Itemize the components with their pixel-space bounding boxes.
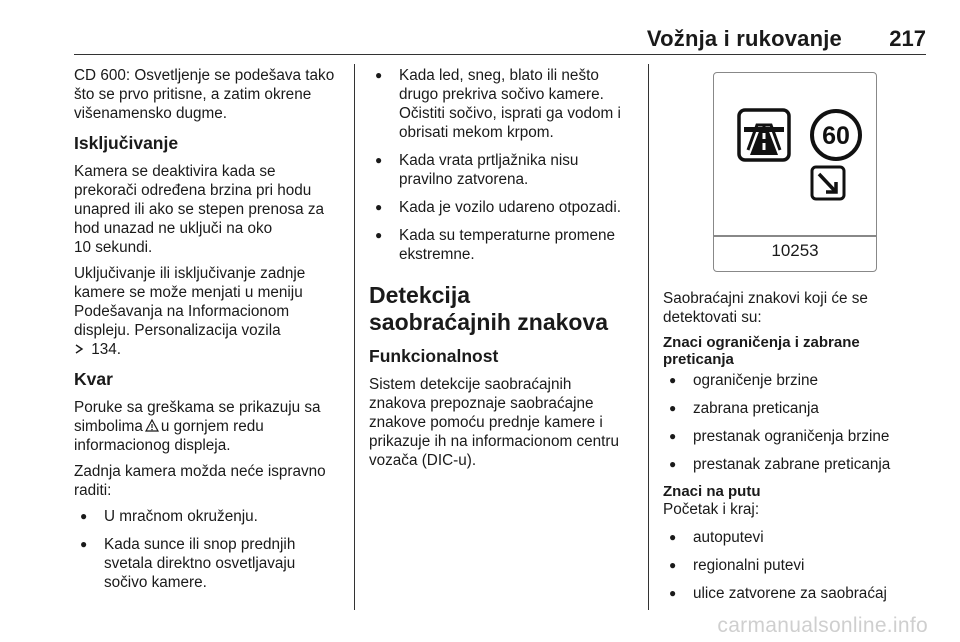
road-list [663, 528, 928, 603]
heading-kvar: Kvar [74, 369, 113, 389]
heading-iskljucivanje: Isključivanje [74, 133, 179, 153]
column-divider-2 [648, 64, 649, 610]
paragraph-pocetak: Početak i kraj: [663, 501, 760, 518]
paragraph-ukljucivanje [74, 264, 344, 359]
intro-paragraph [74, 66, 344, 123]
figure-separator [714, 235, 876, 237]
figure-code: 10253 [771, 241, 819, 260]
list-item: ● ulice zatvorene za saobraćaj [663, 584, 928, 603]
page-reference: 134. [91, 341, 122, 358]
warning-triangle-icon [145, 419, 159, 432]
list-item: ● Kada su temperaturne promene ekstremne. [369, 226, 637, 264]
ukljucivanje-text: Uključivanje ili isključivanje zadnje kamere se može menjati u meniju Podešavanja na Informacionom displeju. Personalizacija vozila [74, 265, 306, 339]
malfunction-list [74, 507, 344, 592]
running-title: Vožnja i rukovanje [646, 26, 842, 51]
restriction-list [663, 371, 928, 474]
arrow-sign-icon [812, 167, 844, 199]
header-rule [74, 54, 926, 55]
paragraph-sistem: Sistem detekcije saobraćajnih znakova prepoznaje saobraćajne znakove pomoću prednje kamere i prikazuje ih na informacionom centru vozača (DIC-u). [369, 376, 619, 469]
list-item: ● prestanak ograničenja brzine [663, 427, 928, 446]
paragraph-detected-signs: Saobraćajni znakovi koji će se detektovati su: [663, 290, 868, 326]
column-divider-1 [354, 64, 355, 610]
poruke-text-b: u gornjem redu informacionog displeja. [74, 418, 264, 454]
list-item: ● Kada sunce ili snop prednjih svetala direktno osvetljavaju sočivo kamere. [74, 535, 344, 592]
intro-label: CD 600 [74, 67, 126, 84]
list-item: ● autoputevi [663, 528, 928, 547]
column-2 [369, 66, 637, 477]
watermark: carmanualsonline.info [717, 614, 928, 637]
intro-text: : Osvetljenje se podešava tako što se prvo pritisne, a zatim okrene višenamensko dugme. [74, 67, 335, 122]
heading-funkcionalnost: Funkcionalnost [369, 346, 499, 366]
paragraph-deactivation: Kamera se deaktivira kada se prekorači određena brzina pri hodu unapred ili ako se stepen prenosa za hod unazad ne uključi na oko 10 sekundi. [74, 163, 325, 256]
traffic-sign-display-figure [713, 72, 877, 272]
motorway-sign-icon [739, 110, 789, 160]
figure-signs [714, 73, 876, 235]
list-item: ● Kada led, sneg, blato ili nešto drugo prekriva sočivo kamere. Očistiti sočivo, isprati ga vodom i obrisati mekom krpom. [369, 66, 637, 142]
column-1 [74, 66, 344, 601]
heading-ogranicenja: Znaci ograničenja i zabrane preticanja [663, 334, 860, 368]
heading-znaci-na-putu: Znaci na putu [663, 483, 761, 500]
paragraph-poruke [74, 398, 344, 455]
list-item: ● prestanak zabrane preticanja [663, 455, 928, 474]
column-3 [663, 289, 928, 612]
list-item: ● Kada je vozilo udareno otpozadi. [369, 198, 637, 217]
list-item: ● regionalni putevi [663, 556, 928, 575]
list-item: ● U mračnom okruženju. [74, 507, 344, 526]
page-header [74, 26, 926, 52]
poruke-text-a: Poruke sa greškama se prikazuju sa simbolima [74, 399, 321, 435]
page-ref-arrow-icon [74, 344, 84, 354]
malfunction-list-continued [369, 66, 637, 264]
page-number: 217 [889, 26, 926, 51]
list-item: ● ograničenje brzine [663, 371, 928, 390]
list-item: ● Kada vrata prtljažnika nisu pravilno zatvorena. [369, 151, 637, 189]
paragraph-zadnja-kamera: Zadnja kamera možda neće ispravno raditi: [74, 463, 326, 499]
list-item: ● zabrana preticanja [663, 399, 928, 418]
speed-limit-value: 60 [822, 122, 850, 150]
section-heading-detekcija: Detekcija saobraćajnih znakova [369, 282, 609, 335]
speed-limit-sign-icon [812, 111, 860, 159]
